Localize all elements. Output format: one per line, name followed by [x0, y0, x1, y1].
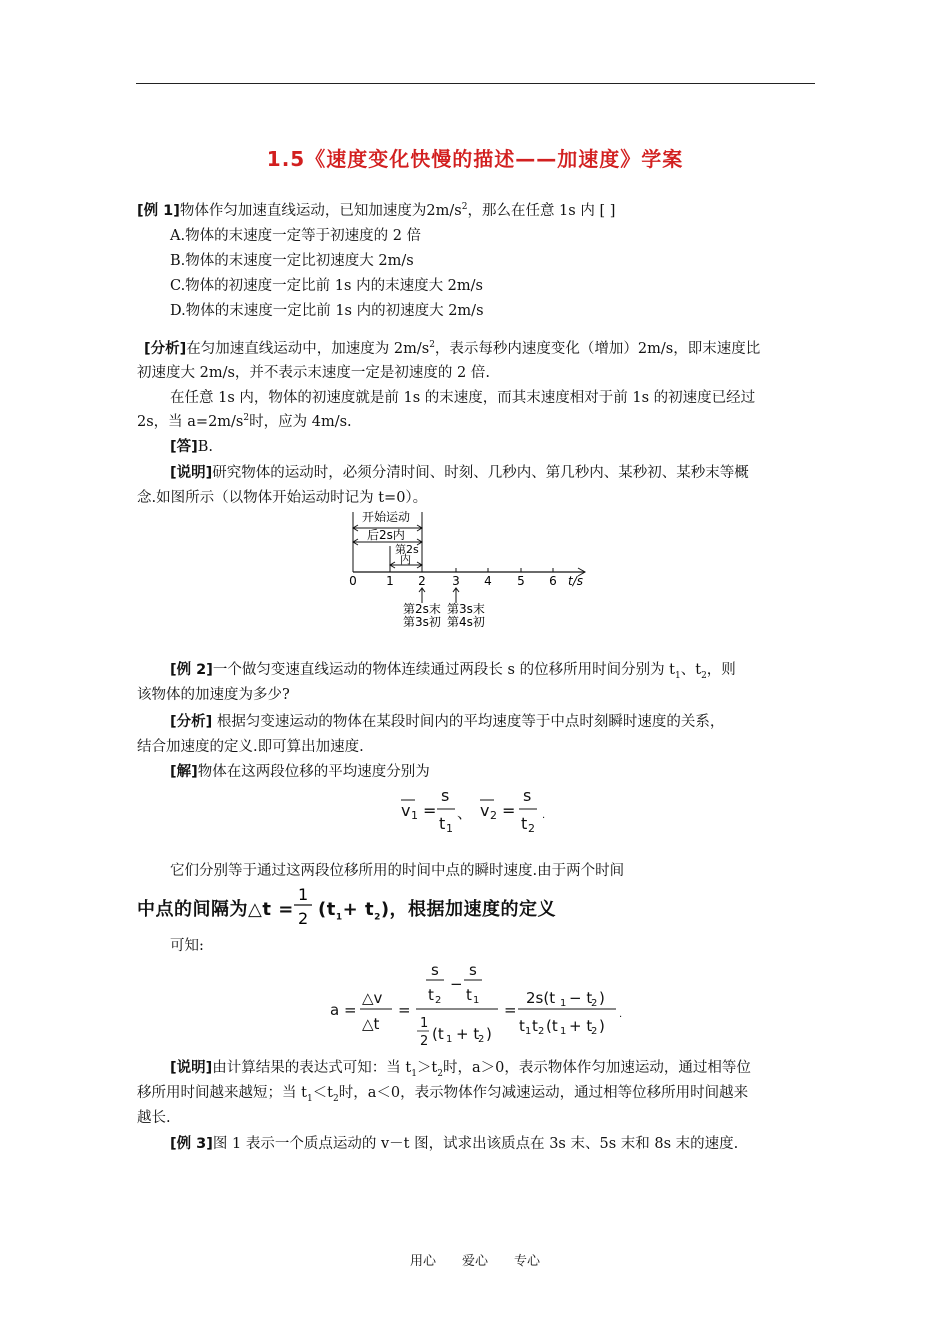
tick-label: 5	[517, 574, 525, 588]
option-b: B.物体的末速度一定比初速度大 2m/s	[170, 253, 414, 269]
svg-text:.: .	[619, 1009, 623, 1020]
option-d: D.物体的末速度一定比前 1s 内的初速度大 2m/s	[170, 303, 484, 319]
example2-solution-line3b: $(t_1+ t_2)$，根据加速度的定义	[318, 899, 557, 923]
svg-text:): )	[599, 1017, 605, 1035]
svg-text:(t: (t	[432, 1025, 444, 1043]
label-start-motion: 开始运动	[362, 510, 411, 524]
example2-note-line1: [说明]由计算结果的表达式可知：当 $t_1>t_2$时，a＞0，表示物体作匀加速运动，通过相等位	[170, 1060, 751, 1079]
example3-stem: [例 3]图 1 表示一个质点运动的 v－t 图，试求出该质点在 3s 末、5s 末和 8s 末的速度.	[170, 1136, 739, 1152]
svg-text:1: 1	[560, 1026, 567, 1037]
example1-analysis-line1: [分析]在匀加速直线运动中，加速度为 $2m/s^2$，表示每秒内速度变化（增加）2m/s，即末速度比	[144, 340, 761, 357]
example2-stem-line2: 该物体的加速度为多少?	[137, 687, 290, 703]
example1-answer: [答]B.	[170, 439, 214, 455]
svg-text:t: t	[532, 1017, 538, 1035]
svg-text:t: t	[428, 986, 434, 1004]
example2-analysis-line1: [分析] 根据匀变速运动的物体在某段时间内的平均速度等于中点时刻瞬时速度的关系，	[170, 714, 725, 730]
svg-text:1: 1	[420, 1016, 429, 1031]
svg-text:t: t	[519, 1017, 525, 1035]
footer-item: 爱心	[461, 1254, 488, 1269]
svg-text:2: 2	[478, 1034, 485, 1045]
svg-text:): )	[486, 1025, 492, 1043]
svg-text:v: v	[480, 801, 490, 820]
svg-text:1: 1	[446, 822, 453, 835]
svg-text:=: =	[502, 801, 516, 820]
equation-average-velocity	[395, 785, 555, 835]
example2-analysis-line2: 结合加速度的定义.即可算出加速度.	[137, 739, 364, 755]
svg-text:=: =	[504, 1001, 517, 1019]
svg-text:△t: △t	[362, 1015, 380, 1033]
example2-solution-line1: [解]物体在这两段位移的平均速度分别为	[170, 764, 430, 780]
svg-text:1: 1	[446, 1034, 453, 1045]
label-end-2s: 第2s末	[403, 602, 441, 616]
label-start-3s: 第3s初	[403, 615, 441, 629]
svg-text:− t: − t	[569, 989, 593, 1007]
svg-text:2s(t: 2s(t	[526, 989, 556, 1007]
example2-stem-line1: [例 2]一个做匀变速直线运动的物体连续通过两段长 s 的位移所用时间分别为 $t_1$、$t_2$，则	[170, 662, 736, 681]
svg-text:2: 2	[591, 1026, 598, 1037]
svg-text:2: 2	[420, 1034, 429, 1049]
page-footer	[0, 1250, 950, 1269]
svg-text:+ t: + t	[456, 1025, 480, 1043]
example1-analysis-line2: 初速度大 2m/s，并不表示末速度一定是初速度的 2 倍.	[137, 365, 490, 381]
timeline-figure	[340, 508, 600, 630]
svg-text:2: 2	[298, 909, 309, 928]
example1-analysis-line4: 2s，当 $a=2m/s^2$时，应为 4m/s.	[137, 413, 352, 430]
svg-text:s: s	[469, 961, 477, 979]
header-rule	[136, 83, 815, 84]
axis-label: t/s	[568, 574, 583, 588]
svg-text:1: 1	[298, 885, 309, 904]
equation-acceleration	[326, 957, 626, 1057]
label-2nd-second-bottom: 内	[400, 553, 411, 566]
label-2nd-second-top: 第2s	[395, 543, 419, 556]
svg-text:t: t	[466, 986, 472, 1004]
svg-text:.: .	[542, 810, 546, 821]
svg-text:=: =	[398, 1001, 411, 1019]
svg-text:+ t: + t	[569, 1017, 593, 1035]
option-c: C.物体的初速度一定比前 1s 内的末速度大 2m/s	[170, 278, 483, 294]
svg-text:2: 2	[490, 809, 497, 822]
tick-label: 0	[349, 574, 357, 588]
example1-note-line1: [说明]研究物体的运动时，必须分清时间、时刻、几秒内、第几秒内、某秒初、某秒末等概	[170, 465, 749, 481]
label-first-2s: 后2s内	[367, 528, 405, 542]
example2-note-line3: 越长.	[137, 1110, 171, 1126]
tick-label: 3	[452, 574, 460, 588]
footer-item: 用心	[409, 1254, 436, 1269]
svg-text:△v: △v	[362, 989, 383, 1007]
example2-note-line2: 移所用时间越来越短；当 $t_1<t_2$时，a＜0，表示物体作匀减速运动，通过相等位移所用时间越来	[137, 1085, 749, 1104]
svg-text:、: 、	[457, 804, 473, 822]
svg-text:a =: a =	[330, 1001, 357, 1019]
example1-stem: [例 1]物体作匀加速直线运动，已知加速度为$2m/s^2$，那么在任意 1s 内 [ ]	[137, 202, 616, 219]
svg-text:v: v	[401, 801, 411, 820]
footer-item: 专心	[514, 1254, 541, 1269]
svg-text:2: 2	[591, 998, 598, 1009]
svg-text:2: 2	[538, 1026, 545, 1037]
svg-text:s: s	[431, 961, 439, 979]
tick-label: 4	[484, 574, 492, 588]
svg-text:1: 1	[411, 809, 418, 822]
example2-solution-line2: 它们分别等于通过这两段位移所用的时间中点的瞬时速度.由于两个时间	[170, 863, 625, 879]
svg-text:t: t	[521, 814, 528, 833]
label-end-3s: 第3s末	[447, 602, 485, 616]
page-title: 1.5《速度变化快慢的描述——加速度》学案	[266, 147, 684, 171]
example1-tag: [例 1]	[137, 203, 180, 219]
tick-label: 2	[418, 574, 426, 588]
svg-text:=: =	[423, 801, 437, 820]
svg-text:−: −	[450, 975, 463, 993]
svg-text:1: 1	[473, 995, 480, 1006]
svg-text:s: s	[441, 786, 450, 805]
tick-label: 1	[386, 574, 394, 588]
tick-label: 6	[549, 574, 557, 588]
example1-note-line2: 念.如图所示（以物体开始运动时记为 t=0）。	[137, 490, 428, 506]
example1-analysis-line3: 在任意 1s 内，物体的初速度就是前 1s 的末速度，而其末速度相对于前 1s 的初速度已经过	[170, 390, 756, 406]
example2-solution-line3a: 中点的间隔为△t =	[137, 899, 294, 920]
example2-solution-line4: 可知:	[170, 938, 204, 954]
label-start-4s: 第4s初	[447, 615, 485, 629]
svg-text:1: 1	[525, 1026, 532, 1037]
option-a: A.物体的末速度一定等于初速度的 2 倍	[170, 228, 422, 244]
svg-text:1: 1	[560, 998, 567, 1009]
svg-text:t: t	[439, 814, 446, 833]
svg-text:(t: (t	[546, 1017, 558, 1035]
svg-text:s: s	[523, 786, 532, 805]
svg-text:2: 2	[435, 995, 442, 1006]
svg-text:): )	[599, 989, 605, 1007]
svg-text:2: 2	[528, 822, 535, 835]
fraction-one-half	[292, 884, 314, 930]
